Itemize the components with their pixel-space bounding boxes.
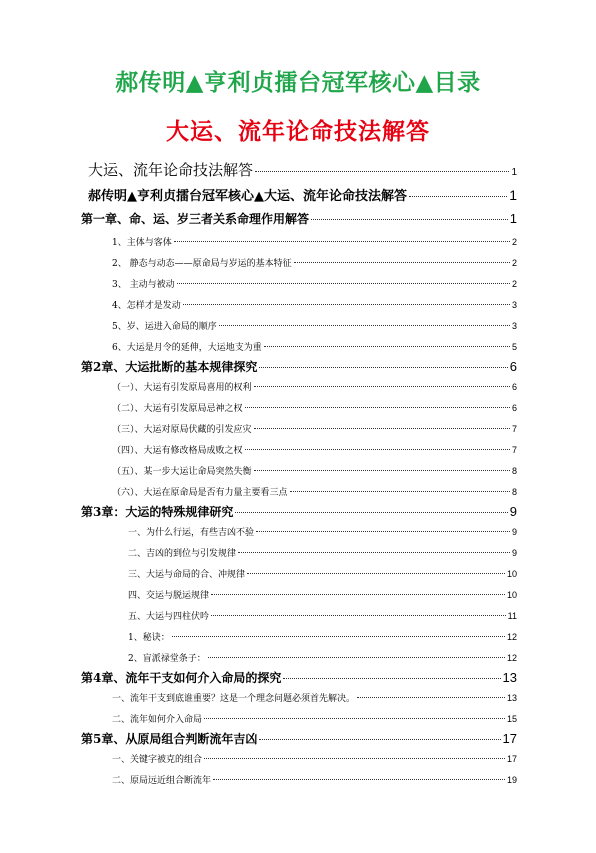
toc-entry-text: 2、盲派禄堂条子： — [128, 654, 206, 664]
dot-leader — [235, 512, 507, 513]
dot-leader — [409, 196, 507, 197]
toc-entry-text: （三）、大运对原局伏藏的引发应灾 — [112, 425, 252, 435]
dot-leader — [211, 615, 506, 616]
toc-entry[interactable] — [81, 358, 517, 375]
toc-entry-text: 4、怎样才是发动 — [112, 301, 181, 311]
toc-page-number: 1 — [511, 167, 517, 178]
toc-page-number: 12 — [506, 653, 517, 663]
toc-entry[interactable] — [81, 210, 517, 227]
toc-entry[interactable] — [112, 256, 517, 269]
toc-entry-text: 二、流年如何介入命局 — [112, 715, 203, 725]
toc-entry-text: （五）、某一步大运让命局突然失衡 — [112, 467, 252, 477]
toc-page-number: 3 — [511, 321, 517, 331]
dot-leader — [245, 407, 510, 408]
toc-entry[interactable] — [112, 464, 517, 477]
toc-entry[interactable] — [88, 185, 517, 204]
dot-leader — [174, 241, 510, 242]
toc-entry-text: 大运、流年论命技法解答 — [88, 161, 254, 179]
toc-page-number: 1 — [509, 211, 517, 226]
toc-entry[interactable] — [112, 277, 517, 290]
dot-leader — [294, 262, 510, 263]
dot-leader — [254, 428, 510, 429]
toc-page-number: 8 — [511, 487, 517, 497]
toc-entry[interactable] — [112, 340, 517, 353]
dot-leader — [177, 283, 510, 284]
toc-entry[interactable] — [112, 443, 517, 456]
toc-entry[interactable] — [81, 503, 517, 520]
document-subtitle: 大运、流年论命技法解答 — [166, 118, 430, 145]
toc-entry[interactable] — [128, 609, 517, 622]
toc-page-number: 17 — [506, 754, 517, 764]
toc-entry-text: 第5章、从原局组合判断流年吉凶 — [81, 732, 258, 746]
toc-entry[interactable] — [88, 159, 517, 180]
dot-leader — [357, 697, 505, 698]
dot-leader — [238, 552, 510, 553]
toc-page-number: 5 — [511, 342, 517, 352]
toc-entry[interactable] — [81, 730, 517, 747]
toc-page-number: 11 — [507, 611, 517, 621]
toc-entry[interactable] — [128, 525, 517, 538]
toc-page-number: 1 — [509, 187, 517, 203]
toc-page-number: 17 — [502, 731, 517, 746]
toc-entry-text: （六）、大运在原命局是否有力量主要看三点 — [112, 488, 288, 498]
toc-entry[interactable] — [128, 651, 517, 664]
toc-page-number: 6 — [511, 382, 517, 392]
dot-leader — [311, 219, 508, 220]
toc-entry[interactable] — [128, 546, 517, 559]
dot-leader — [204, 758, 505, 759]
toc-entry[interactable] — [112, 485, 517, 498]
toc-entry-text: 三、大运与命局的合、冲规律 — [128, 570, 246, 580]
toc-entry-text: （四）、大运有修改格局成败之权 — [112, 446, 243, 456]
toc-entry-text: 四、交运与脱运规律 — [128, 591, 210, 601]
toc-entry[interactable] — [112, 691, 517, 704]
toc-entry-text: 2、 静态与动态——原命局与岁运的基本特征 — [112, 259, 292, 269]
toc-page-number: 6 — [509, 359, 517, 374]
toc-entry-text: （二）、大运有引发原局忌神之权 — [112, 404, 243, 414]
dot-leader — [245, 449, 510, 450]
toc-entry-text: 1、主体与客体 — [112, 238, 172, 248]
dot-leader — [255, 171, 509, 172]
toc-page-number: 10 — [506, 569, 517, 579]
dot-leader — [183, 304, 510, 305]
toc-page-number: 9 — [509, 504, 517, 519]
toc-entry-text: 一、关键字被克的组合 — [112, 755, 203, 765]
toc-entry[interactable] — [112, 401, 517, 414]
dot-leader — [259, 367, 507, 368]
dot-leader — [172, 636, 505, 637]
toc-page-number: 8 — [511, 466, 517, 476]
toc-page-number: 13 — [506, 693, 517, 703]
dot-leader — [213, 779, 505, 780]
toc-page-number: 10 — [506, 590, 517, 600]
toc-entry-text: 5、岁、运进入命局的顺序 — [112, 322, 217, 332]
dot-leader — [204, 718, 505, 719]
toc-entry[interactable] — [128, 630, 517, 643]
toc-page-number: 2 — [511, 237, 517, 247]
dot-leader — [254, 470, 510, 471]
toc-entry[interactable] — [128, 588, 517, 601]
toc-page-number: 2 — [511, 279, 517, 289]
toc-page-number: 15 — [506, 714, 517, 724]
toc-page-number: 19 — [506, 775, 517, 785]
document-title: 郝传明▲亨利贞擂台冠军核心▲目录 — [115, 69, 481, 96]
toc-entry[interactable] — [112, 298, 517, 311]
toc-page-number: 9 — [511, 527, 517, 537]
dot-leader — [219, 325, 510, 326]
toc-entry[interactable] — [112, 773, 517, 786]
toc-entry-text: 二、原局远近组合断流年 — [112, 776, 212, 786]
toc-entry-text: 第4章、流年干支如何介入命局的探究 — [81, 671, 282, 685]
toc-entry-text: 第一章、命、运、岁三者关系命理作用解答 — [81, 212, 310, 226]
toc-entry[interactable] — [112, 319, 517, 332]
toc-page-number: 12 — [506, 632, 517, 642]
toc-entry-text: 3、 主动与被动 — [112, 280, 175, 290]
toc-entry[interactable] — [112, 235, 517, 248]
toc-page-number: 13 — [502, 670, 517, 685]
toc-entry-text: 第3章：大运的特殊规律研究 — [81, 505, 234, 519]
toc-entry-text: 一、为什么行运，有些吉凶不验 — [128, 528, 255, 538]
dot-leader — [256, 531, 510, 532]
toc-entry-text: 郝传明▲亨利贞擂台冠军核心▲大运、流年论命技法解答 — [88, 189, 407, 204]
dot-leader — [259, 739, 500, 740]
toc-entry[interactable] — [128, 567, 517, 580]
dot-leader — [264, 346, 510, 347]
toc-entry-text: 1、秘诀： — [128, 633, 170, 643]
toc-entry[interactable] — [112, 712, 517, 725]
toc-page-number: 6 — [511, 403, 517, 413]
toc-entry-text: 6、大运是月令的延伸，大运地支为重 — [112, 343, 262, 353]
toc-entry[interactable] — [112, 380, 517, 393]
toc-entry-text: 一、流年干支到底谁重要？这是一个理念问题必须首先解决。 — [112, 694, 356, 704]
toc-entry-text: 二、吉凶的到位与引发规律 — [128, 549, 237, 559]
toc-page-number: 3 — [511, 300, 517, 310]
toc-entry[interactable] — [81, 669, 517, 686]
dot-leader — [283, 678, 500, 679]
toc-entry-text: （一）、大运有引发原局喜用的权利 — [112, 383, 252, 393]
dot-leader — [211, 594, 505, 595]
dot-leader — [208, 657, 505, 658]
toc-entry-text: 五、大运与四柱伏吟 — [128, 612, 210, 622]
toc-page-number: 9 — [511, 548, 517, 558]
dot-leader — [290, 491, 510, 492]
toc-entry[interactable] — [112, 422, 517, 435]
toc-entry-text: 第2章、大运批断的基本规律探究 — [81, 360, 258, 374]
dot-leader — [254, 386, 510, 387]
toc-entry[interactable] — [112, 752, 517, 765]
toc-page-number: 2 — [511, 258, 517, 268]
toc-page-number: 7 — [511, 424, 517, 434]
toc-page-number: 7 — [511, 445, 517, 455]
dot-leader — [247, 573, 505, 574]
